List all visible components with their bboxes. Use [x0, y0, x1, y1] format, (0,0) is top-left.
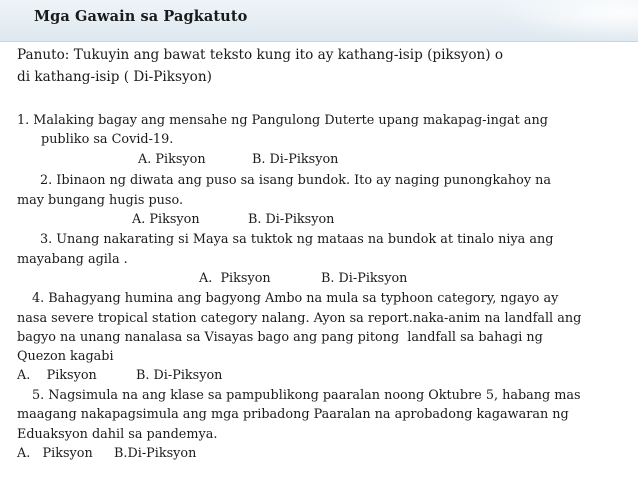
- question-1-option-b[interactable]: B. Di-Piksyon: [252, 152, 339, 167]
- instruction-line-2: di kathang-isip ( Di-Piksyon): [17, 69, 212, 85]
- question-4-option-a[interactable]: A. Piksyon: [17, 368, 97, 383]
- question-5-line-2: maagang nakapagsimula ang mga pribadong Paaralan na aprobadong kagawaran ng: [17, 407, 569, 422]
- question-4-line-1: 4. Bahagyang humina ang bagyong Ambo na mula sa typhoon category, ngayo ay: [32, 291, 559, 306]
- question-1-line-1: 1. Malaking bagay ang mensahe ng Pangulong Duterte upang makapag-ingat ang: [17, 113, 548, 128]
- question-2-line-1: 2. Ibinaon ng diwata ang puso sa isang bundok. Ito ay naging punongkahoy na: [40, 173, 551, 188]
- question-4-line-3: bagyo na unang nanalasa sa Visayas bago ang pang pitong landfall sa bahagi ng: [17, 330, 543, 345]
- question-4-line-2: nasa severe tropical station category nalang. Ayon sa report.naka-anim na landfall ang: [17, 311, 582, 326]
- question-3-option-b[interactable]: B. Di-Piksyon: [321, 271, 408, 286]
- question-5-option-b[interactable]: B.Di-Piksyon: [114, 446, 197, 461]
- question-1-line-2: publiko sa Covid-19.: [41, 132, 174, 147]
- instruction-line-1: Panuto: Tukuyin ang bawat teksto kung ito ay kathang-isip (piksyon) o: [17, 47, 504, 63]
- page-title: Mga Gawain sa Pagkatuto: [34, 8, 248, 25]
- question-4-line-4: Quezon kagabi: [17, 349, 114, 364]
- question-5-line-3: Eduaksyon dahil sa pandemya.: [17, 427, 218, 442]
- question-2-option-b[interactable]: B. Di-Piksyon: [248, 212, 335, 227]
- question-5-option-a[interactable]: A. Piksyon: [17, 446, 93, 461]
- question-1-option-a[interactable]: A. Piksyon: [138, 152, 206, 167]
- question-2-line-2: may bungang hugis puso.: [17, 193, 184, 208]
- question-5-line-1: 5. Nagsimula na ang klase sa pampublikong paaralan noong Oktubre 5, habang mas: [32, 388, 581, 403]
- question-4-option-b[interactable]: B. Di-Piksyon: [136, 368, 223, 383]
- question-3-line-1: 3. Unang nakarating si Maya sa tuktok ng mataas na bundok at tinalo niya ang: [40, 232, 554, 247]
- question-3-line-2: mayabang agila .: [17, 252, 128, 267]
- question-3-option-a[interactable]: A. Piksyon: [199, 271, 271, 286]
- question-2-option-a[interactable]: A. Piksyon: [132, 212, 200, 227]
